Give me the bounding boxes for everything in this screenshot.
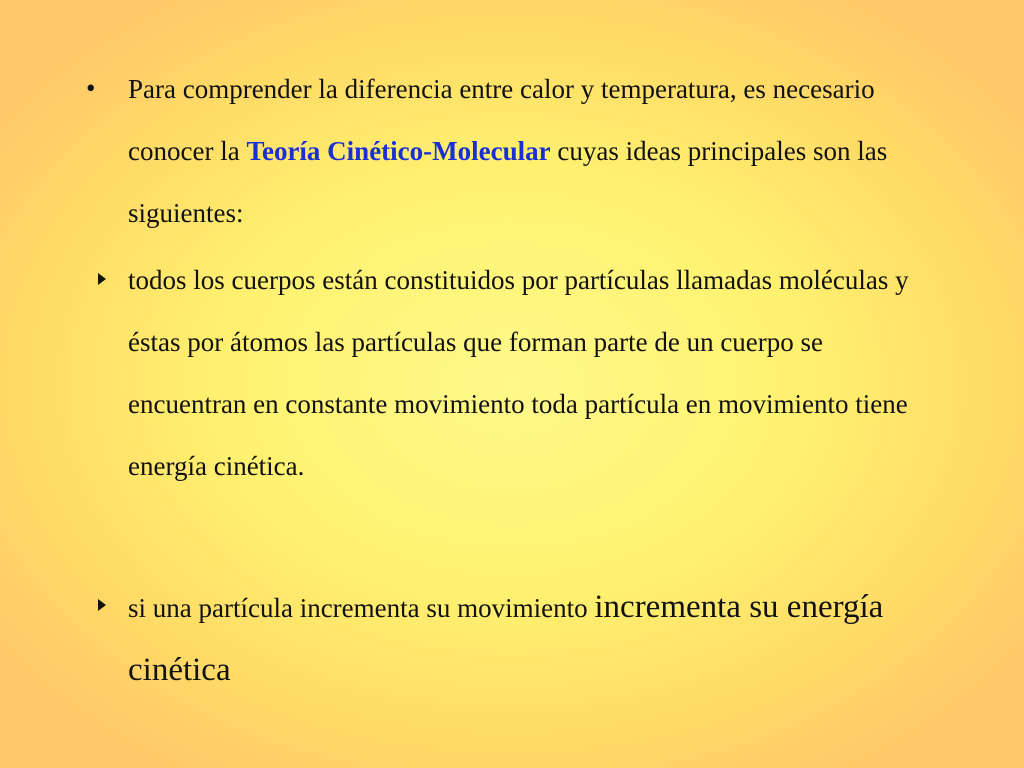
bullet-item-3: [128, 576, 948, 702]
theory-highlight: Teoría Cinético-Molecular: [246, 136, 551, 166]
bullet-item-2: [128, 249, 948, 497]
arrow-right-icon: [98, 599, 106, 611]
item-1-text-after: cuyas ideas principales son las siguientes:: [128, 136, 888, 228]
bullet-dot-icon: •: [86, 73, 96, 103]
bullet-item-1: [128, 58, 948, 244]
item-3-text-large: incrementa su energía cinética: [128, 589, 884, 688]
item-2-text: todos los cuerpos están constituidos por partículas llamadas moléculas y éstas por átomos las partículas que forman parte de un cuerpo se encuentran en constante movimiento toda partícula en movimiento tiene energía cinética.: [128, 265, 909, 481]
item-3-text-normal: si una partícula incrementa su movimiento: [128, 593, 595, 623]
item-1-text-before: Para comprender la diferencia entre calor y temperatura, es necesario conocer la: [128, 74, 875, 166]
arrow-right-icon: [98, 273, 106, 285]
